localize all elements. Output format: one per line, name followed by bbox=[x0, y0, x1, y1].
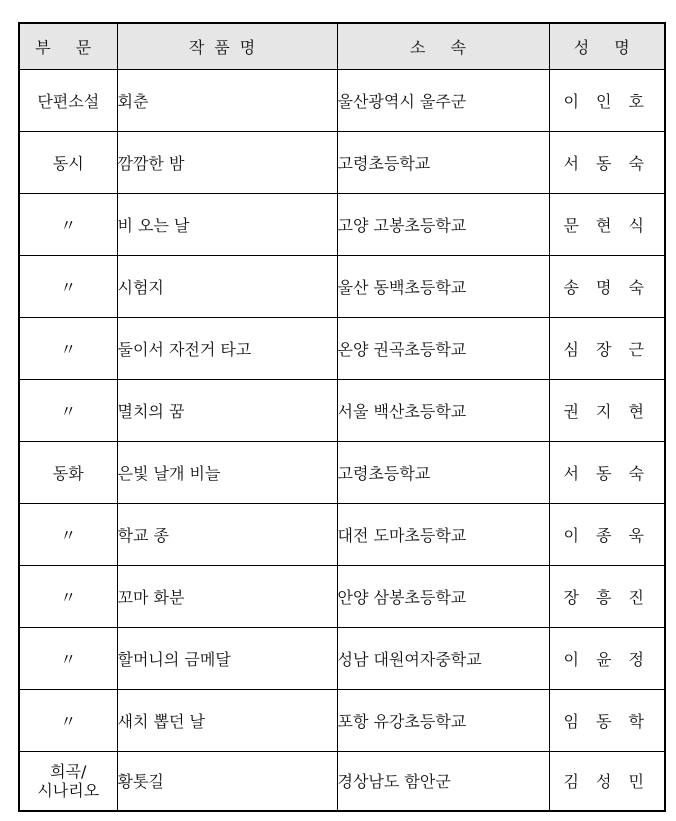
category-cell: 〃 bbox=[19, 503, 117, 565]
category-cell: 동시 bbox=[19, 131, 117, 193]
category-cell: 〃 bbox=[19, 689, 117, 751]
category-cell: 〃 bbox=[19, 379, 117, 441]
table-row bbox=[19, 255, 665, 317]
affiliation-cell: 고령초등학교 bbox=[337, 441, 549, 503]
work-title-cell: 새치 뽑던 날 bbox=[117, 689, 337, 751]
affiliation-cell: 울산광역시 울주군 bbox=[337, 69, 549, 131]
category-cell: 〃 bbox=[19, 193, 117, 255]
table-row bbox=[19, 193, 665, 255]
table-row bbox=[19, 131, 665, 193]
category-cell: 〃 bbox=[19, 317, 117, 379]
affiliation-cell: 대전 도마초등학교 bbox=[337, 503, 549, 565]
category-cell: 〃 bbox=[19, 565, 117, 627]
author-name-cell: 서 동 숙 bbox=[549, 441, 665, 503]
affiliation-cell: 경상남도 함안군 bbox=[337, 751, 549, 811]
affiliation-cell: 고령초등학교 bbox=[337, 131, 549, 193]
work-title-cell: 할머니의 금메달 bbox=[117, 627, 337, 689]
table-row bbox=[19, 565, 665, 627]
work-title-cell: 시험지 bbox=[117, 255, 337, 317]
table-row bbox=[19, 379, 665, 441]
author-name-cell: 임 동 학 bbox=[549, 689, 665, 751]
header-affiliation: 소 속 bbox=[337, 23, 549, 69]
table-row bbox=[19, 627, 665, 689]
affiliation-cell: 고양 고봉초등학교 bbox=[337, 193, 549, 255]
affiliation-cell: 성남 대원여자중학교 bbox=[337, 627, 549, 689]
author-name-cell: 이 인 호 bbox=[549, 69, 665, 131]
category-cell: 희곡/ 시나리오 bbox=[19, 751, 117, 811]
header-name: 성 명 bbox=[549, 23, 665, 69]
category-cell: 〃 bbox=[19, 255, 117, 317]
category-cell: 동화 bbox=[19, 441, 117, 503]
affiliation-cell: 울산 동백초등학교 bbox=[337, 255, 549, 317]
table-row bbox=[19, 689, 665, 751]
work-title-cell: 둘이서 자전거 타고 bbox=[117, 317, 337, 379]
table-row bbox=[19, 751, 665, 811]
table-row bbox=[19, 503, 665, 565]
author-name-cell: 송 명 숙 bbox=[549, 255, 665, 317]
work-title-cell: 회춘 bbox=[117, 69, 337, 131]
table-row bbox=[19, 441, 665, 503]
work-title-cell: 비 오는 날 bbox=[117, 193, 337, 255]
author-name-cell: 문 현 식 bbox=[549, 193, 665, 255]
work-title-cell: 꼬마 화분 bbox=[117, 565, 337, 627]
table-row bbox=[19, 69, 665, 131]
affiliation-cell: 포항 유강초등학교 bbox=[337, 689, 549, 751]
work-title-cell: 멸치의 꿈 bbox=[117, 379, 337, 441]
work-title-cell: 깜깜한 밤 bbox=[117, 131, 337, 193]
affiliation-cell: 안양 삼봉초등학교 bbox=[337, 565, 549, 627]
author-name-cell: 장 흥 진 bbox=[549, 565, 665, 627]
affiliation-cell: 서울 백산초등학교 bbox=[337, 379, 549, 441]
author-name-cell: 서 동 숙 bbox=[549, 131, 665, 193]
author-name-cell: 이 윤 정 bbox=[549, 627, 665, 689]
header-row bbox=[19, 23, 665, 69]
header-work: 작품명 bbox=[117, 23, 337, 69]
table-body bbox=[19, 69, 665, 811]
author-name-cell: 권 지 현 bbox=[549, 379, 665, 441]
work-title-cell: 황톳길 bbox=[117, 751, 337, 811]
author-name-cell: 심 장 근 bbox=[549, 317, 665, 379]
author-name-cell: 이 종 욱 bbox=[549, 503, 665, 565]
work-title-cell: 은빛 날개 비늘 bbox=[117, 441, 337, 503]
table-header bbox=[19, 23, 665, 69]
awards-table bbox=[18, 22, 666, 812]
category-cell: 〃 bbox=[19, 627, 117, 689]
table-row bbox=[19, 317, 665, 379]
affiliation-cell: 온양 권곡초등학교 bbox=[337, 317, 549, 379]
work-title-cell: 학교 종 bbox=[117, 503, 337, 565]
header-category: 부 문 bbox=[19, 23, 117, 69]
author-name-cell: 김 성 민 bbox=[549, 751, 665, 811]
category-cell: 단편소설 bbox=[19, 69, 117, 131]
